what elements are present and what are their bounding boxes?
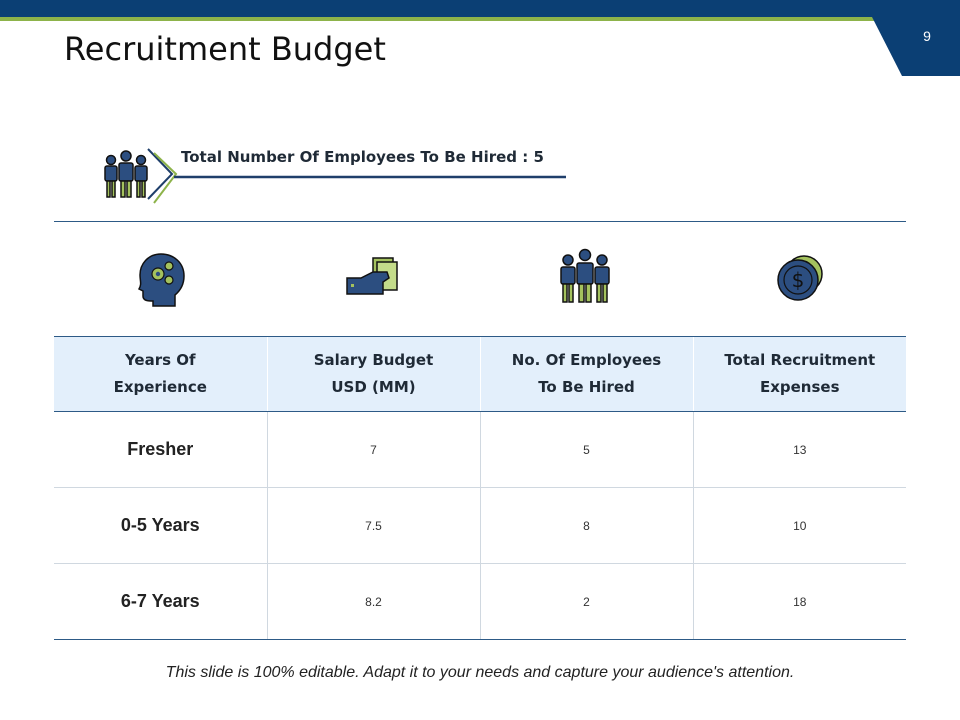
salary-budget-cell: 8.2 <box>267 564 480 640</box>
hand-money-icon <box>343 248 403 308</box>
header-salary-budget: Salary Budget USD (MM) <box>267 337 480 412</box>
header-years-of-experience: Years Of Experience <box>54 337 267 412</box>
salary-budget-cell: 7 <box>267 412 480 488</box>
expenses-cell: 18 <box>693 564 906 640</box>
coins-icon <box>768 248 828 308</box>
table-top-divider <box>54 221 906 222</box>
salary-budget-cell: 7.5 <box>267 488 480 564</box>
expenses-cell: 13 <box>693 412 906 488</box>
employees-cell: 2 <box>480 564 693 640</box>
employees-cell: 5 <box>480 412 693 488</box>
header-employees-to-hire: No. Of Employees To Be Hired <box>480 337 693 412</box>
svg-text:$: $ <box>791 268 805 292</box>
people-group-icon <box>555 248 615 308</box>
experience-cell: 6-7 Years <box>54 564 267 640</box>
head-gears-icon <box>131 248 191 308</box>
table-row <box>54 412 906 488</box>
table-row <box>54 564 906 640</box>
recruitment-budget-table <box>54 336 906 640</box>
experience-cell: 0-5 Years <box>54 488 267 564</box>
people-group-icon <box>100 150 152 200</box>
page-title: Recruitment Budget <box>64 30 386 68</box>
expenses-cell: 10 <box>693 488 906 564</box>
employees-cell: 8 <box>480 488 693 564</box>
header-total-recruitment-expenses: Total Recruitment Expenses <box>693 337 906 412</box>
table-row <box>54 488 906 564</box>
hire-count-label: Total Number Of Employees To Be Hired : 5 <box>181 148 544 166</box>
experience-cell: Fresher <box>54 412 267 488</box>
table-header-row <box>54 337 906 412</box>
footer-note: This slide is 100% editable. Adapt it to your needs and capture your audience's attention. <box>165 664 795 681</box>
page-number: 9 <box>923 28 931 44</box>
